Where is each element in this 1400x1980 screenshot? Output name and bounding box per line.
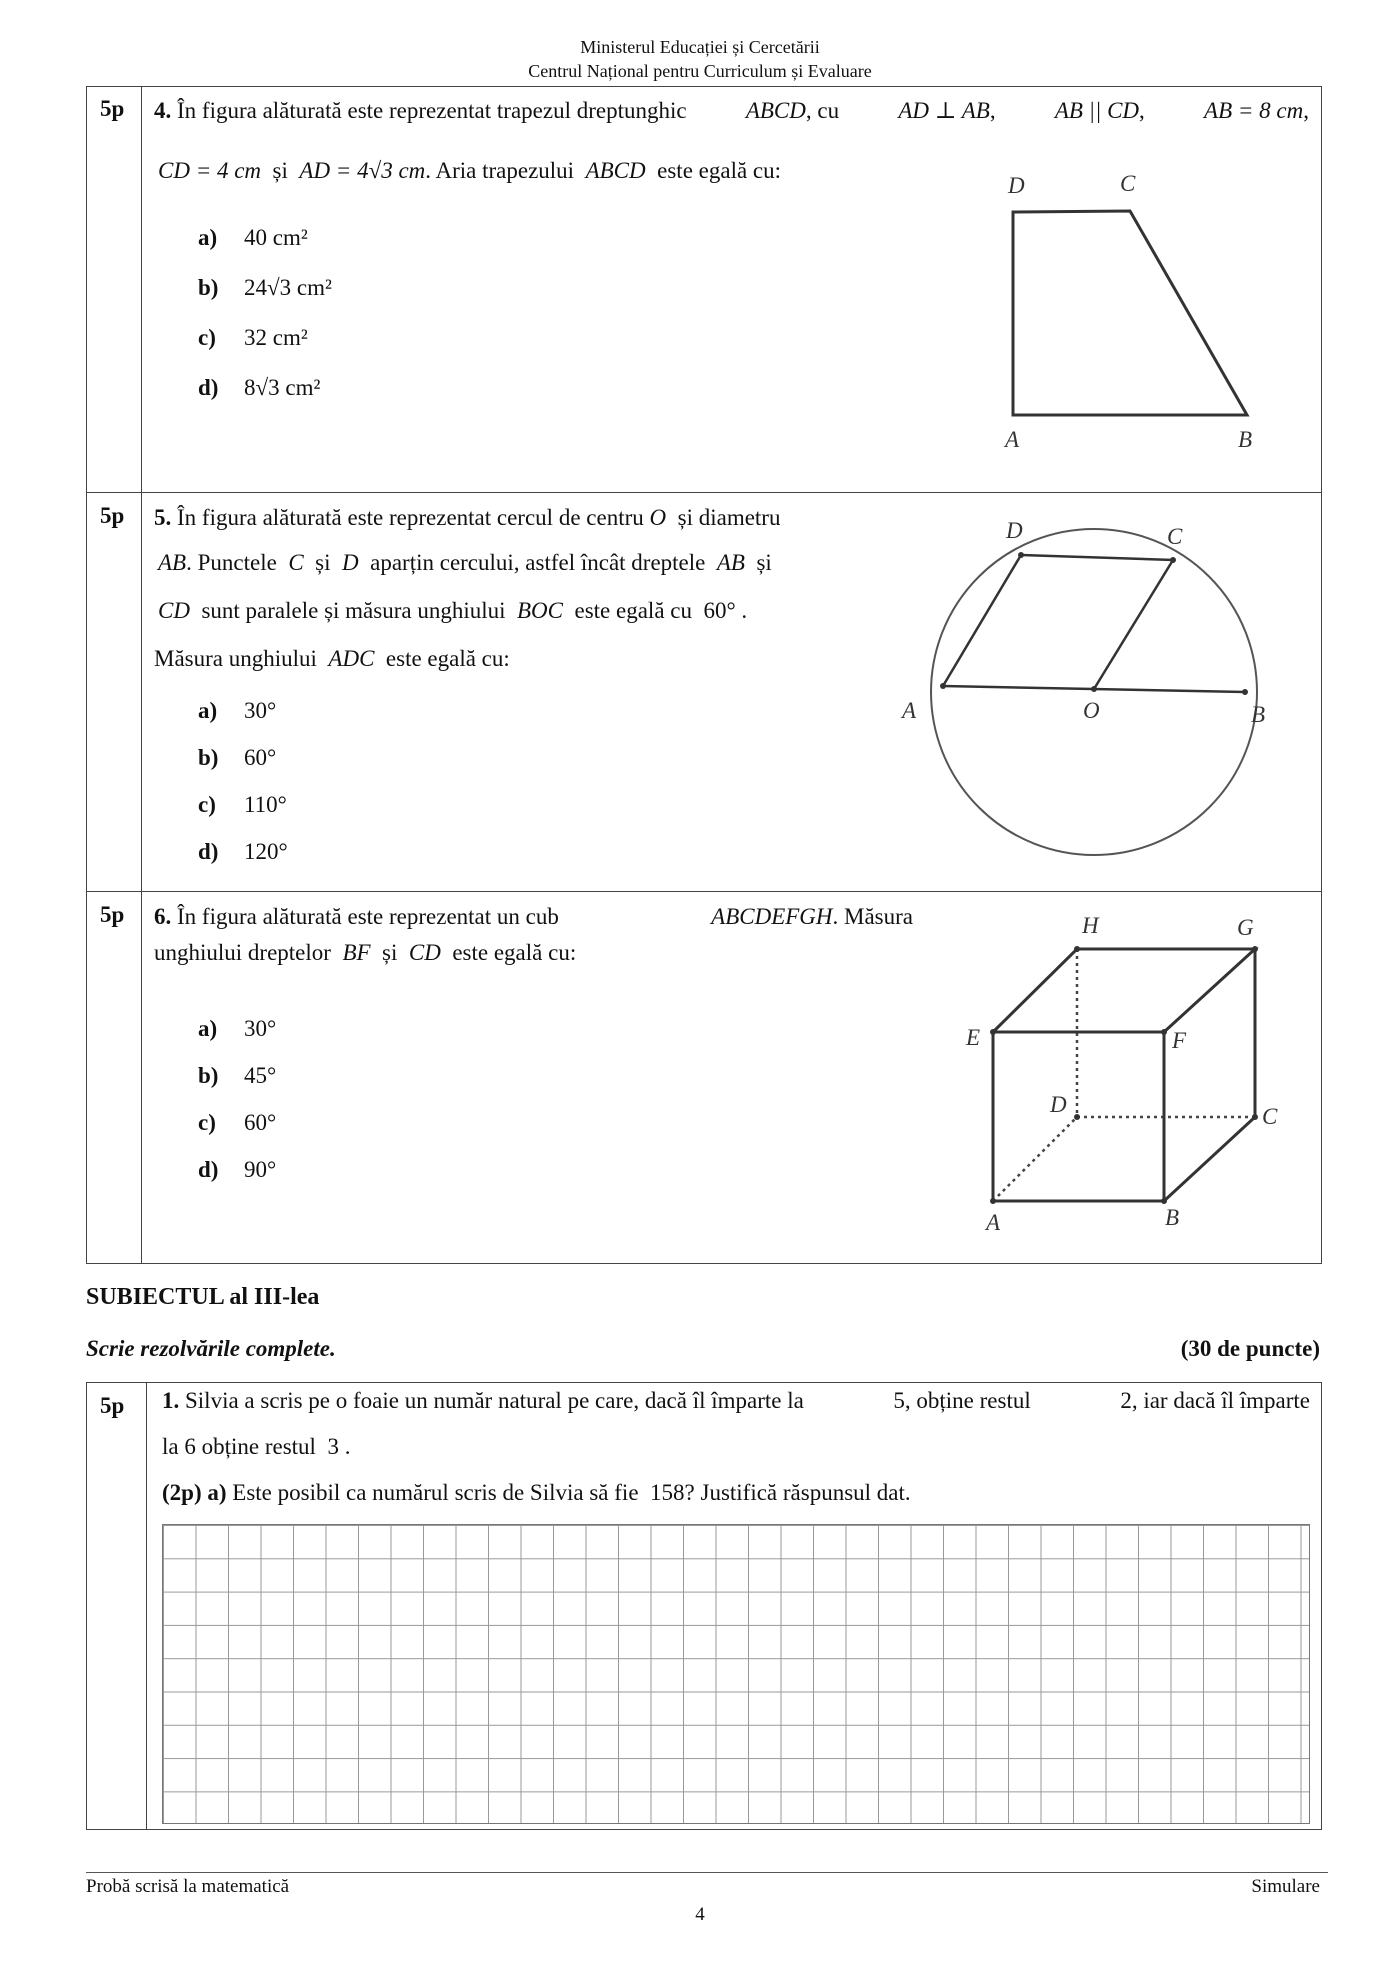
- q5-c: C: [288, 550, 304, 575]
- q6-top-face: [993, 949, 1255, 1032]
- q6-label-d: D: [1050, 1092, 1067, 1117]
- s3q1-n158: 158: [650, 1480, 685, 1505]
- q5-angle: 60° .: [703, 598, 748, 623]
- q5-label-b: B: [1251, 702, 1266, 727]
- s3q1-text4: la 6 obține restul: [162, 1434, 316, 1459]
- q6-number: 6.: [154, 904, 172, 929]
- q4-trapezoid-figure: [980, 165, 1280, 455]
- q6-point-h: [1074, 946, 1080, 952]
- answer-grid[interactable]: [162, 1524, 1310, 1824]
- s3q1-text5: .: [344, 1434, 351, 1459]
- q5-option-b-letter: b): [198, 745, 219, 770]
- q5-text6: este egală cu: [574, 598, 692, 623]
- q4-trapezoid-shape: [1013, 211, 1247, 415]
- s3q1-text7: ? Justifică răspunsul dat.: [684, 1480, 911, 1505]
- q6-edge-cb: [1164, 1117, 1255, 1201]
- q4-text2: , cu: [805, 98, 840, 123]
- q4-option-d: [198, 375, 320, 401]
- s3q1-n3: 3: [327, 1434, 339, 1459]
- q6-option-c: [198, 1110, 276, 1136]
- q5-line3: [158, 596, 747, 626]
- q6-point-d: [1074, 1114, 1080, 1120]
- s3q1-line1: [162, 1386, 1310, 1416]
- q4-abcd: ABCD: [745, 98, 806, 123]
- q5-line4: [154, 644, 510, 674]
- section-points: (30 de puncte): [1180, 1336, 1320, 1361]
- q4-cd-eq: CD = 4 cm: [158, 158, 262, 183]
- q5-option-b: [198, 745, 276, 771]
- q5-label-a: A: [902, 698, 917, 723]
- q5-line2: [158, 548, 772, 578]
- q5-option-c-value: 110°: [244, 792, 287, 817]
- s3q1-line2: [162, 1432, 350, 1462]
- q4-option-d-value: 8√3 cm²: [244, 375, 321, 400]
- q4-option-b: [198, 275, 332, 301]
- q5-si-2: și: [756, 550, 772, 575]
- q5-chord-dc: [1021, 555, 1173, 560]
- q6-label-f: F: [1172, 1028, 1187, 1053]
- q5-text1: În figura alăturată este reprezentat cercul de centru: [177, 505, 644, 530]
- q4-option-c: [198, 325, 308, 351]
- row-divider-5-6: [86, 891, 1322, 892]
- q4-text4: este egală cu:: [657, 158, 782, 183]
- s3q1-text2: , obține restul: [904, 1388, 1031, 1413]
- q6-option-c-value: 60°: [244, 1110, 277, 1135]
- q6-option-a-letter: a): [198, 1016, 218, 1041]
- q6-option-d: [198, 1157, 276, 1183]
- q4-option-b-value: 24√3 cm²: [244, 275, 332, 300]
- s3q1-n5: 5: [893, 1388, 905, 1413]
- q5-option-d-value: 120°: [244, 839, 288, 864]
- q5-adc: ADC: [328, 646, 375, 671]
- q6-text1: În figura alăturată este reprezentat un cub: [177, 904, 559, 929]
- q6-option-b: [198, 1063, 276, 1089]
- q5-text4: aparțin cercului, astfel încât dreptele: [370, 550, 706, 575]
- q6-label-e: E: [966, 1025, 981, 1050]
- q5-point-o: [1091, 686, 1097, 692]
- q6-option-c-letter: c): [198, 1110, 216, 1135]
- q4-label-b: B: [1238, 427, 1253, 452]
- q5-option-c: [198, 792, 287, 818]
- q5-circle-figure: [890, 515, 1290, 885]
- q4-ad-eq: AD = 4√3 cm: [299, 158, 426, 183]
- q4-option-a-value: 40 cm²: [244, 225, 308, 250]
- q5-option-c-letter: c): [198, 792, 216, 817]
- q5-text5: sunt paralele și măsura unghiului: [201, 598, 506, 623]
- q5-number: 5.: [154, 505, 172, 530]
- q6-option-b-value: 45°: [244, 1063, 277, 1088]
- q6-line1: [154, 902, 913, 932]
- q4-line2: [158, 156, 781, 186]
- s3-points-column-divider: [146, 1382, 147, 1830]
- q5-text7: Măsura unghiului: [154, 646, 317, 671]
- footer-right: Simulare: [1251, 1876, 1320, 1897]
- q5-ab-2: AB: [716, 550, 745, 575]
- q6-option-b-letter: b): [198, 1063, 219, 1088]
- header-ministry: Ministerul Educației și Cercetării: [580, 37, 820, 57]
- q6-cube: ABCDEFGH: [711, 904, 833, 929]
- q5-option-d-letter: d): [198, 839, 219, 864]
- s3q1-line3: [162, 1478, 911, 1508]
- q5-option-b-value: 60°: [244, 745, 277, 770]
- q4-ad-perp-ab: AD ⊥ AB: [898, 98, 990, 123]
- q6-text3: unghiului dreptelor: [154, 940, 331, 965]
- q6-text4: este egală cu:: [452, 940, 577, 965]
- q6-point-a: [990, 1198, 996, 1204]
- q6-cd: CD: [408, 940, 441, 965]
- q6-option-a-value: 30°: [244, 1016, 277, 1041]
- s3q1-text6: Este posibil ca numărul scris de Silvia să fie: [232, 1480, 639, 1505]
- q6-option-d-letter: d): [198, 1157, 219, 1182]
- q5-boc: BOC: [517, 598, 563, 623]
- q4-ab-par-cd: AB || CD: [1054, 98, 1140, 123]
- q6-cube-figure: [950, 905, 1290, 1235]
- q6-label-c: C: [1262, 1104, 1278, 1129]
- q6-point-f: [1161, 1029, 1167, 1035]
- q4-ab-eq: AB = 8 cm: [1204, 98, 1304, 123]
- q6-bf: BF: [342, 940, 371, 965]
- q4-label-d: D: [1008, 173, 1025, 198]
- q4-abcd-2: ABCD: [585, 158, 646, 183]
- q5-point-a: [940, 683, 946, 689]
- q6-point-e: [990, 1029, 996, 1035]
- q6-point-b: [1161, 1198, 1167, 1204]
- q5-label-c: C: [1167, 524, 1183, 549]
- s3q1-text1: Silvia a scris pe o foaie un număr natural pe care, dacă îl împarte la: [185, 1388, 804, 1413]
- q4-option-c-value: 32 cm²: [244, 325, 308, 350]
- q5-label-d: D: [1006, 518, 1023, 543]
- s3q1-number: 1.: [162, 1388, 180, 1413]
- q6-option-d-value: 90°: [244, 1157, 277, 1182]
- section-title: SUBIECTUL al III-lea: [86, 1284, 320, 1310]
- q5-text8: este egală cu:: [385, 646, 510, 671]
- q6-point-c: [1252, 1114, 1258, 1120]
- q6-option-a: [198, 1016, 276, 1042]
- q5-point-d: [1018, 552, 1024, 558]
- footer-rule: [86, 1872, 1328, 1873]
- q5-ab: AB: [158, 550, 187, 575]
- q5-point-b: [1242, 689, 1248, 695]
- q5-option-a: [198, 698, 276, 724]
- page-number: 4: [695, 1904, 705, 1925]
- q5-option-a-letter: a): [198, 698, 218, 723]
- s3q1-points: 5p: [100, 1393, 125, 1418]
- q5-text3: . Punctele: [186, 550, 277, 575]
- s3q1-part: (2p) a): [162, 1480, 227, 1505]
- q4-points: 5p: [100, 96, 125, 121]
- q5-line1: [154, 503, 780, 533]
- q4-line1: 4. În figura alăturată este reprezentat trapezul dreptunghic ABCD, cu AD ⊥ AB, AB || CD, AB = 8 cm,: [154, 98, 1309, 123]
- q4-si: și: [272, 158, 288, 183]
- q5-segment-oc: [1094, 560, 1173, 689]
- q5-si: și: [315, 550, 331, 575]
- q6-line2: [154, 938, 576, 968]
- row-divider-4-5: [86, 492, 1322, 493]
- points-column-divider: [141, 86, 142, 1264]
- q6-label-g: G: [1237, 915, 1254, 940]
- s3q1-text3: , iar dacă îl împarte: [1131, 1388, 1310, 1413]
- q6-points: 5p: [100, 902, 125, 927]
- q5-point-c: [1170, 557, 1176, 563]
- q4-option-a-letter: a): [198, 225, 218, 250]
- header-center: Centrul Național pentru Curriculum și Evaluare: [528, 61, 872, 81]
- q4-text3: . Aria trapezului: [425, 158, 575, 183]
- q6-label-h: H: [1082, 913, 1099, 938]
- q5-text2: și diametru: [677, 505, 781, 530]
- q5-cd: CD: [158, 598, 190, 623]
- section-subtitle: Scrie rezolvările complete.: [86, 1336, 336, 1361]
- q5-option-a-value: 30°: [244, 698, 277, 723]
- footer-left: Probă scrisă la matematică: [86, 1876, 290, 1897]
- q6-si: și: [382, 940, 398, 965]
- q5-o: O: [649, 505, 667, 530]
- q4-label-a: A: [1005, 427, 1020, 452]
- q4-option-a: [198, 225, 308, 251]
- q5-label-o: O: [1083, 698, 1100, 723]
- q6-label-a: A: [986, 1210, 1001, 1235]
- q6-label-b: B: [1165, 1205, 1180, 1230]
- q6-text2: . Măsura: [832, 904, 913, 929]
- q4-option-b-letter: b): [198, 275, 219, 300]
- q4-option-d-letter: d): [198, 375, 219, 400]
- s3q1-n2: 2: [1120, 1388, 1132, 1413]
- q5-option-d: [198, 839, 288, 865]
- q4-number: 4.: [154, 98, 172, 123]
- q6-point-g: [1252, 946, 1258, 952]
- q4-text1: În figura alăturată este reprezentat trapezul dreptunghic: [177, 98, 687, 123]
- q6-edge-ad: [993, 1117, 1077, 1201]
- q4-label-c: C: [1120, 171, 1136, 196]
- q4-option-c-letter: c): [198, 325, 216, 350]
- q5-points: 5p: [100, 503, 125, 528]
- q5-d: D: [342, 550, 359, 575]
